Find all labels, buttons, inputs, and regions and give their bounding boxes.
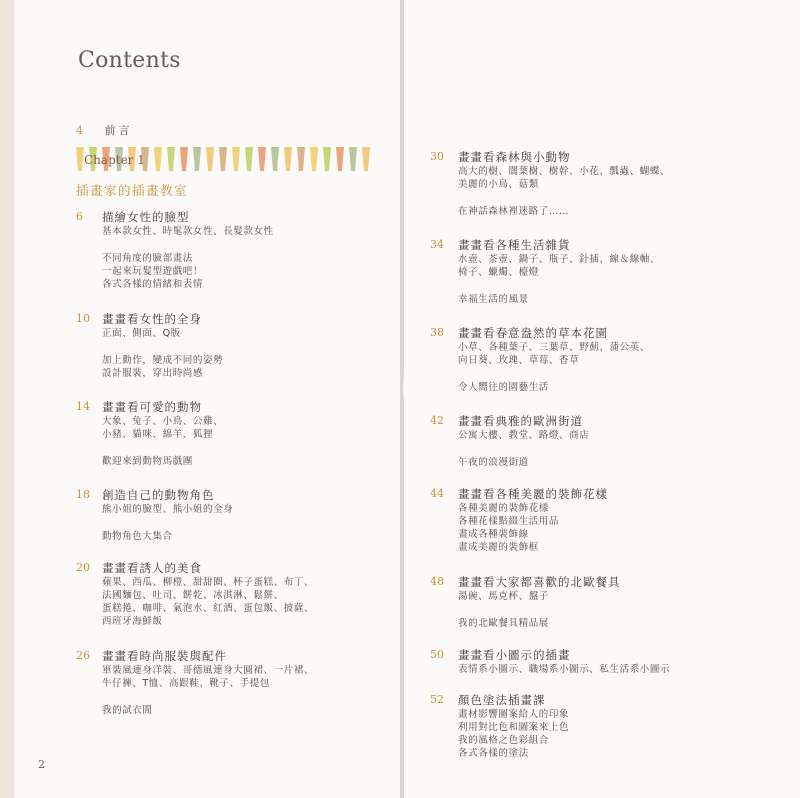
entry-subline: 各種美麗的裝飾花樣 <box>458 503 549 514</box>
right-page <box>404 0 800 798</box>
entry-title: 畫畫看誘人的美食 <box>102 561 202 575</box>
stripe <box>180 147 188 171</box>
entry-subline: 牛仔褲、T恤、高跟鞋、靴子、手提包 <box>102 678 271 689</box>
intro-entry <box>76 122 133 138</box>
toc-entry[interactable] <box>458 237 660 306</box>
entry-subline: 正面、側面、Q版 <box>102 328 181 339</box>
entry-subgroup <box>102 354 223 380</box>
entry-subline: 畫成美麗的裝飾框 <box>458 542 539 553</box>
entry-subgroup <box>458 663 670 676</box>
toc-entry[interactable] <box>458 574 621 630</box>
stripe <box>362 147 370 171</box>
chapter-subtitle: 插畫家的插畫教室 <box>76 183 189 198</box>
entry-subline: 一起來玩髮型遊戲吧！ <box>102 266 204 277</box>
intro-title: 前言 <box>104 124 133 137</box>
page-title: Contents <box>78 48 181 73</box>
entry-page-number: 6 <box>76 210 83 223</box>
entry-subline: 大象、兔子、小鳥、公雞、 <box>102 416 224 427</box>
entry-page-number: 14 <box>76 400 90 413</box>
entry-subline: 公寓大樓、教堂、路燈、商店 <box>458 430 590 441</box>
entry-subline: 各式各樣的情緒和表情 <box>102 279 204 290</box>
entry-subgroup <box>458 502 608 554</box>
entry-page-number: 50 <box>430 648 444 661</box>
entry-subline: 小豬、貓咪、綿羊、狐狸 <box>102 429 214 440</box>
stripe <box>349 147 357 171</box>
entry-subline: 加上動作，變成不同的姿勢 <box>102 355 224 366</box>
toc-entry[interactable] <box>458 413 589 469</box>
entry-subgroup <box>102 503 233 516</box>
entry-title: 創造自己的動物角色 <box>102 488 215 502</box>
entry-subgroup <box>458 205 670 218</box>
entry-subline: 在神話森林裡迷路了…… <box>458 206 570 217</box>
entry-page-number: 44 <box>430 487 444 500</box>
entry-subline: 幸福生活的風景 <box>458 294 529 305</box>
entry-page-number: 52 <box>430 693 444 706</box>
entry-subgroup <box>102 455 223 468</box>
entry-subline: 基本款女性、時髦款女性、長髮款女性 <box>102 226 274 237</box>
stripe <box>323 147 331 171</box>
entry-title: 畫畫看各種美麗的裝飾花樣 <box>458 487 608 501</box>
entry-subline: 法國麵包、吐司、餅乾、冰淇淋、鬆餅、 <box>102 590 284 601</box>
entry-subgroup <box>102 327 223 340</box>
entry-subgroup <box>102 704 314 717</box>
entry-subgroup <box>458 341 650 367</box>
entry-subline: 令人嚮往的園藝生活 <box>458 382 549 393</box>
entry-subgroup <box>458 456 589 469</box>
stripe <box>284 147 292 171</box>
entry-subgroup <box>102 415 223 441</box>
entry-title: 畫畫看典雅的歐洲街道 <box>458 414 583 428</box>
entry-page-number: 42 <box>430 414 444 427</box>
entry-subline: 畫材影響圖案給人的印象 <box>458 709 570 720</box>
toc-entry[interactable] <box>458 149 670 218</box>
stripe <box>310 147 318 171</box>
entry-page-number: 18 <box>76 488 90 501</box>
entry-subline: 西班牙海鮮飯 <box>102 616 163 627</box>
toc-entry[interactable] <box>102 560 314 628</box>
toc-entry[interactable] <box>458 486 608 554</box>
toc-entry[interactable] <box>102 399 223 468</box>
stripe <box>245 147 253 171</box>
entry-subline: 利用對比色和圖案來上色 <box>458 722 570 733</box>
entry-subline: 美麗的小鳥、菇類 <box>458 179 539 190</box>
entry-subgroup <box>102 576 314 628</box>
intro-number: 4 <box>76 124 83 137</box>
entry-subline: 動物角色大集合 <box>102 531 173 542</box>
entry-subline: 蘋果、西瓜、柳橙、甜甜圈、杯子蛋糕、布丁、 <box>102 577 315 588</box>
entry-subgroup <box>458 429 589 442</box>
entry-subline: 高大的樹、闊葉樹、樹幹、小花、瓢蟲、蝴蝶、 <box>458 166 671 177</box>
entry-subline: 湯碗、馬克杯、盤子 <box>458 591 549 602</box>
stripe <box>219 147 227 171</box>
stripe <box>154 147 162 171</box>
torn-edge-right <box>400 0 414 798</box>
entry-page-number: 30 <box>430 150 444 163</box>
entry-page-number: 10 <box>76 312 90 325</box>
entry-title: 畫畫看大家都喜歡的北歐餐具 <box>458 575 621 589</box>
entry-title: 畫畫看女性的全身 <box>102 312 202 326</box>
entry-title: 顏色塗法插畫課 <box>458 693 546 707</box>
page-edge-strip <box>0 0 14 798</box>
entry-subline: 各式各樣的塗法 <box>458 748 529 759</box>
entry-subline: 午夜的浪漫街道 <box>458 457 529 468</box>
stripe <box>258 147 266 171</box>
entry-subline: 歡迎來到動物馬戲團 <box>102 456 193 467</box>
entry-subline: 畫成各種裝飾線 <box>458 529 529 540</box>
entry-subline: 向日葵、玫瑰、草莓、香草 <box>458 355 580 366</box>
entry-subgroup <box>458 165 670 191</box>
stripe <box>206 147 214 171</box>
entry-subline: 不同角度的臉部畫法 <box>102 253 193 264</box>
toc-entry[interactable] <box>102 648 314 717</box>
entry-subline: 水壺、茶壺、鍋子、瓶子、針插、線＆線軸、 <box>458 254 661 265</box>
toc-entry[interactable] <box>102 209 274 291</box>
entry-subline: 設計服裝，穿出時尚感 <box>102 368 204 379</box>
entry-subgroup <box>102 530 233 543</box>
stripe <box>271 147 279 171</box>
entry-subgroup <box>102 664 314 690</box>
page-number: 2 <box>38 758 45 771</box>
stripe <box>167 147 175 171</box>
entry-subline: 椅子、蠟燭、檯燈 <box>458 267 539 278</box>
entry-title: 畫畫看森林與小動物 <box>458 150 571 164</box>
entry-subgroup <box>102 225 274 238</box>
entry-title: 描繪女性的臉型 <box>102 210 190 224</box>
entry-subline: 我的試衣間 <box>102 705 153 716</box>
entry-subline: 熊小姐的臉型、熊小姐的全身 <box>102 504 234 515</box>
stripe <box>336 147 344 171</box>
entry-title: 畫畫看時尚服裝與配件 <box>102 649 227 663</box>
entry-subline: 表情系小圖示、職場系小圖示、私生活系小圖示 <box>458 664 671 675</box>
entry-title: 畫畫看各種生活雜貨 <box>458 238 571 252</box>
entry-page-number: 48 <box>430 575 444 588</box>
toc-entry[interactable] <box>458 692 569 760</box>
entry-subgroup <box>458 617 621 630</box>
toc-entry[interactable] <box>458 647 670 676</box>
entry-title: 畫畫看春意盎然的草本花園 <box>458 326 608 340</box>
toc-entry[interactable] <box>458 325 650 394</box>
entry-subline: 蛋糕捲、咖啡、氣泡水、紅酒、蛋包飯、披薩、 <box>102 603 315 614</box>
entry-title: 畫畫看可愛的動物 <box>102 400 202 414</box>
entry-subline: 我的風格之色彩組合 <box>458 735 549 746</box>
entry-subgroup <box>458 293 660 306</box>
entry-page-number: 20 <box>76 561 90 574</box>
entry-subgroup <box>102 252 274 291</box>
stripe <box>297 147 305 171</box>
entry-subgroup <box>458 253 660 279</box>
entry-subline: 軍裝風連身洋裝、哥德風連身大圓裙、一片裙、 <box>102 665 315 676</box>
chapter-label: Chapter 1 <box>84 153 145 167</box>
entry-subline: 小草、各種葉子、三葉草、野薊、蒲公英、 <box>458 342 650 353</box>
entry-subgroup <box>458 590 621 603</box>
entry-subgroup <box>458 708 569 760</box>
toc-entry[interactable] <box>102 311 223 380</box>
stripe <box>232 147 240 171</box>
entry-page-number: 34 <box>430 238 444 251</box>
stripe <box>193 147 201 171</box>
toc-entry[interactable] <box>102 487 233 543</box>
entry-page-number: 26 <box>76 649 90 662</box>
entry-subline: 我的北歐餐具精品展 <box>458 618 549 629</box>
entry-subline: 各種花樣點綴生活用品 <box>458 516 560 527</box>
stripe <box>76 147 84 171</box>
entry-title: 畫畫看小圖示的插畫 <box>458 648 571 662</box>
entry-page-number: 38 <box>430 326 444 339</box>
entry-subgroup <box>458 381 650 394</box>
